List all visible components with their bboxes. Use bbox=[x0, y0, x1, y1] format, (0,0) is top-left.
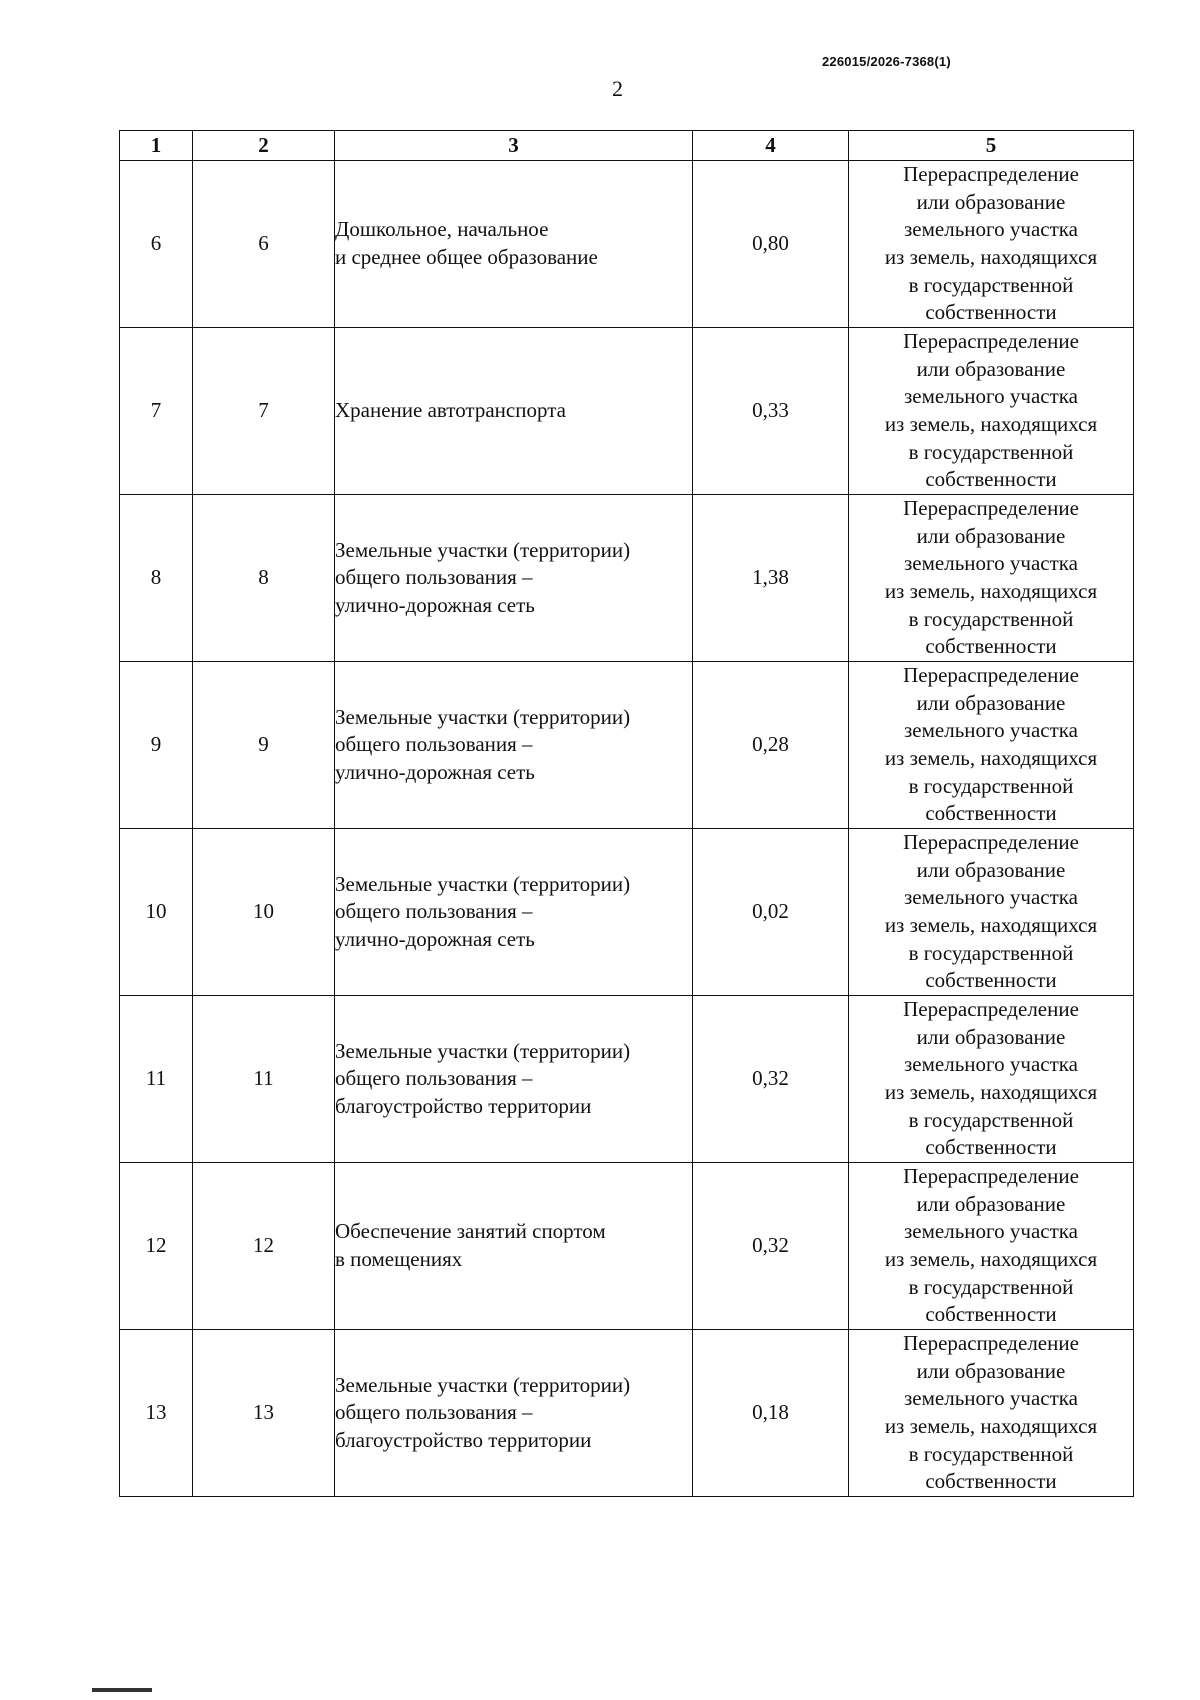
formation-method-cell-line: Перераспределение bbox=[903, 496, 1079, 521]
zone-code-cell: 10 bbox=[193, 829, 335, 996]
formation-method-cell-line: земельного участка bbox=[904, 1386, 1078, 1411]
row-number-cell: 12 bbox=[120, 1163, 193, 1330]
row-number-cell: 6 bbox=[120, 161, 193, 328]
table-row bbox=[120, 328, 1134, 495]
land-use-cell bbox=[335, 829, 693, 996]
land-use-cell-line: общего пользования – bbox=[335, 1400, 533, 1425]
area-cell: 0,28 bbox=[693, 662, 849, 829]
land-use-cell-line: Земельные участки (территории) bbox=[335, 1038, 631, 1063]
formation-method-cell-line: Перераспределение bbox=[903, 830, 1079, 855]
land-use-cell-line: Обеспечение занятий спортом bbox=[335, 1219, 606, 1244]
formation-method-cell bbox=[849, 1330, 1134, 1497]
column-header: 1 bbox=[120, 131, 193, 161]
formation-method-cell-line: или образование bbox=[916, 189, 1066, 214]
formation-method-cell-line: или образование bbox=[916, 1191, 1066, 1216]
formation-method-cell-line: в государственной bbox=[908, 773, 1074, 798]
land-use-cell bbox=[335, 328, 693, 495]
formation-method-cell bbox=[849, 829, 1134, 996]
formation-method-cell bbox=[849, 662, 1134, 829]
formation-method-cell-line: собственности bbox=[925, 1302, 1057, 1327]
formation-method-cell-line: Перераспределение bbox=[903, 997, 1079, 1022]
formation-method-cell-line: в государственной bbox=[908, 940, 1074, 965]
land-use-cell-line: общего пользования – bbox=[335, 899, 533, 924]
formation-method-cell bbox=[849, 1163, 1134, 1330]
formation-method-cell-line: собственности bbox=[925, 300, 1057, 325]
formation-method-cell-line: или образование bbox=[916, 1024, 1066, 1049]
area-cell: 1,38 bbox=[693, 495, 849, 662]
land-use-cell-line: в помещениях bbox=[335, 1247, 463, 1271]
formation-method-cell-line: собственности bbox=[925, 1469, 1057, 1494]
formation-method-cell-line: или образование bbox=[916, 690, 1066, 715]
area-cell: 0,32 bbox=[693, 996, 849, 1163]
land-plots-table bbox=[119, 130, 1134, 1497]
formation-method-cell-line: в государственной bbox=[908, 439, 1074, 464]
footer-mark bbox=[92, 1688, 152, 1692]
formation-method-cell-line: из земель, находящихся bbox=[884, 746, 1098, 770]
column-header: 2 bbox=[193, 131, 335, 161]
formation-method-cell-line: собственности bbox=[925, 968, 1057, 993]
formation-method-cell-line: или образование bbox=[916, 356, 1066, 381]
land-use-cell-line: благоустройство территории bbox=[335, 1427, 592, 1452]
land-use-cell bbox=[335, 495, 693, 662]
row-number-cell: 9 bbox=[120, 662, 193, 829]
table-row bbox=[120, 829, 1134, 996]
formation-method-cell bbox=[849, 328, 1134, 495]
row-number-cell: 11 bbox=[120, 996, 193, 1163]
land-use-cell-line: Земельные участки (территории) bbox=[335, 537, 631, 562]
formation-method-cell-line: в государственной bbox=[908, 1107, 1074, 1132]
formation-method-cell-line: в государственной bbox=[908, 606, 1074, 631]
formation-method-cell-line: из земель, находящихся bbox=[884, 1080, 1098, 1104]
land-use-cell bbox=[335, 1163, 693, 1330]
formation-method-cell-line: Перераспределение bbox=[903, 1331, 1079, 1356]
land-use-cell-line: общего пользования – bbox=[335, 565, 533, 590]
table-row bbox=[120, 161, 1134, 328]
formation-method-cell-line: из земель, находящихся bbox=[884, 412, 1098, 436]
land-use-cell-line: общего пользования – bbox=[335, 1066, 533, 1091]
column-header: 3 bbox=[335, 131, 693, 161]
area-cell: 0,80 bbox=[693, 161, 849, 328]
formation-method-cell-line: Перераспределение bbox=[903, 162, 1079, 187]
formation-method-cell-line: земельного участка bbox=[904, 1219, 1078, 1244]
land-use-cell-line: улично-дорожная сеть bbox=[335, 926, 535, 951]
formation-method-cell-line: земельного участка bbox=[904, 718, 1078, 743]
row-number-cell: 7 bbox=[120, 328, 193, 495]
land-use-cell-line: Земельные участки (территории) bbox=[335, 1372, 631, 1397]
formation-method-cell-line: земельного участка bbox=[904, 1052, 1078, 1077]
land-use-cell-line: и среднее общее образование bbox=[335, 245, 598, 269]
land-use-cell bbox=[335, 1330, 693, 1497]
document-id: 226015/2026-7368(1) bbox=[822, 54, 951, 69]
formation-method-cell-line: в государственной bbox=[908, 272, 1074, 297]
formation-method-cell-line: или образование bbox=[916, 523, 1066, 548]
zone-code-cell: 7 bbox=[193, 328, 335, 495]
table-row bbox=[120, 662, 1134, 829]
table-row bbox=[120, 996, 1134, 1163]
land-use-cell-line: общего пользования – bbox=[335, 732, 533, 757]
formation-method-cell-line: земельного участка bbox=[904, 885, 1078, 910]
formation-method-cell-line: собственности bbox=[925, 1135, 1057, 1160]
formation-method-cell-line: Перераспределение bbox=[903, 663, 1079, 688]
formation-method-cell-line: из земель, находящихся bbox=[884, 245, 1098, 269]
formation-method-cell bbox=[849, 161, 1134, 328]
formation-method-cell-line: собственности bbox=[925, 634, 1057, 659]
formation-method-cell-line: в государственной bbox=[908, 1441, 1074, 1466]
land-use-cell bbox=[335, 662, 693, 829]
table-body bbox=[120, 161, 1134, 1497]
formation-method-cell-line: из земель, находящихся bbox=[884, 579, 1098, 603]
area-cell: 0,02 bbox=[693, 829, 849, 996]
zone-code-cell: 8 bbox=[193, 495, 335, 662]
land-use-cell-line: Земельные участки (территории) bbox=[335, 704, 631, 729]
column-header: 4 bbox=[693, 131, 849, 161]
formation-method-cell-line: из земель, находящихся bbox=[884, 913, 1098, 937]
page-number: 2 bbox=[612, 76, 623, 101]
land-use-cell-line: Хранение автотранспорта bbox=[335, 398, 566, 423]
formation-method-cell-line: земельного участка bbox=[904, 217, 1078, 242]
area-cell: 0,18 bbox=[693, 1330, 849, 1497]
formation-method-cell-line: в государственной bbox=[908, 1274, 1074, 1299]
formation-method-cell-line: Перераспределение bbox=[903, 329, 1079, 354]
formation-method-cell-line: из земель, находящихся bbox=[884, 1414, 1098, 1438]
zone-code-cell: 6 bbox=[193, 161, 335, 328]
formation-method-cell-line: из земель, находящихся bbox=[884, 1247, 1098, 1271]
zone-code-cell: 12 bbox=[193, 1163, 335, 1330]
table-row bbox=[120, 1330, 1134, 1497]
row-number-cell: 8 bbox=[120, 495, 193, 662]
land-use-cell bbox=[335, 996, 693, 1163]
table-row bbox=[120, 1163, 1134, 1330]
formation-method-cell-line: собственности bbox=[925, 467, 1057, 492]
land-use-cell-line: Земельные участки (территории) bbox=[335, 871, 631, 896]
row-number-cell: 10 bbox=[120, 829, 193, 996]
formation-method-cell-line: или образование bbox=[916, 857, 1066, 882]
land-use-cell-line: улично-дорожная сеть bbox=[335, 759, 535, 784]
land-use-cell-line: благоустройство территории bbox=[335, 1093, 592, 1118]
row-number-cell: 13 bbox=[120, 1330, 193, 1497]
table-row bbox=[120, 495, 1134, 662]
zone-code-cell: 9 bbox=[193, 662, 335, 829]
formation-method-cell-line: или образование bbox=[916, 1358, 1066, 1383]
land-use-cell bbox=[335, 161, 693, 328]
land-use-cell-line: Дошкольное, начальное bbox=[335, 217, 549, 242]
area-cell: 0,33 bbox=[693, 328, 849, 495]
zone-code-cell: 11 bbox=[193, 996, 335, 1163]
zone-code-cell: 13 bbox=[193, 1330, 335, 1497]
area-cell: 0,32 bbox=[693, 1163, 849, 1330]
formation-method-cell-line: собственности bbox=[925, 801, 1057, 826]
land-use-cell-line: улично-дорожная сеть bbox=[335, 592, 535, 617]
table-header-row bbox=[120, 131, 1134, 161]
formation-method-cell-line: земельного участка bbox=[904, 551, 1078, 576]
column-header: 5 bbox=[849, 131, 1134, 161]
formation-method-cell-line: земельного участка bbox=[904, 384, 1078, 409]
formation-method-cell bbox=[849, 495, 1134, 662]
formation-method-cell-line: Перераспределение bbox=[903, 1164, 1079, 1189]
formation-method-cell bbox=[849, 996, 1134, 1163]
